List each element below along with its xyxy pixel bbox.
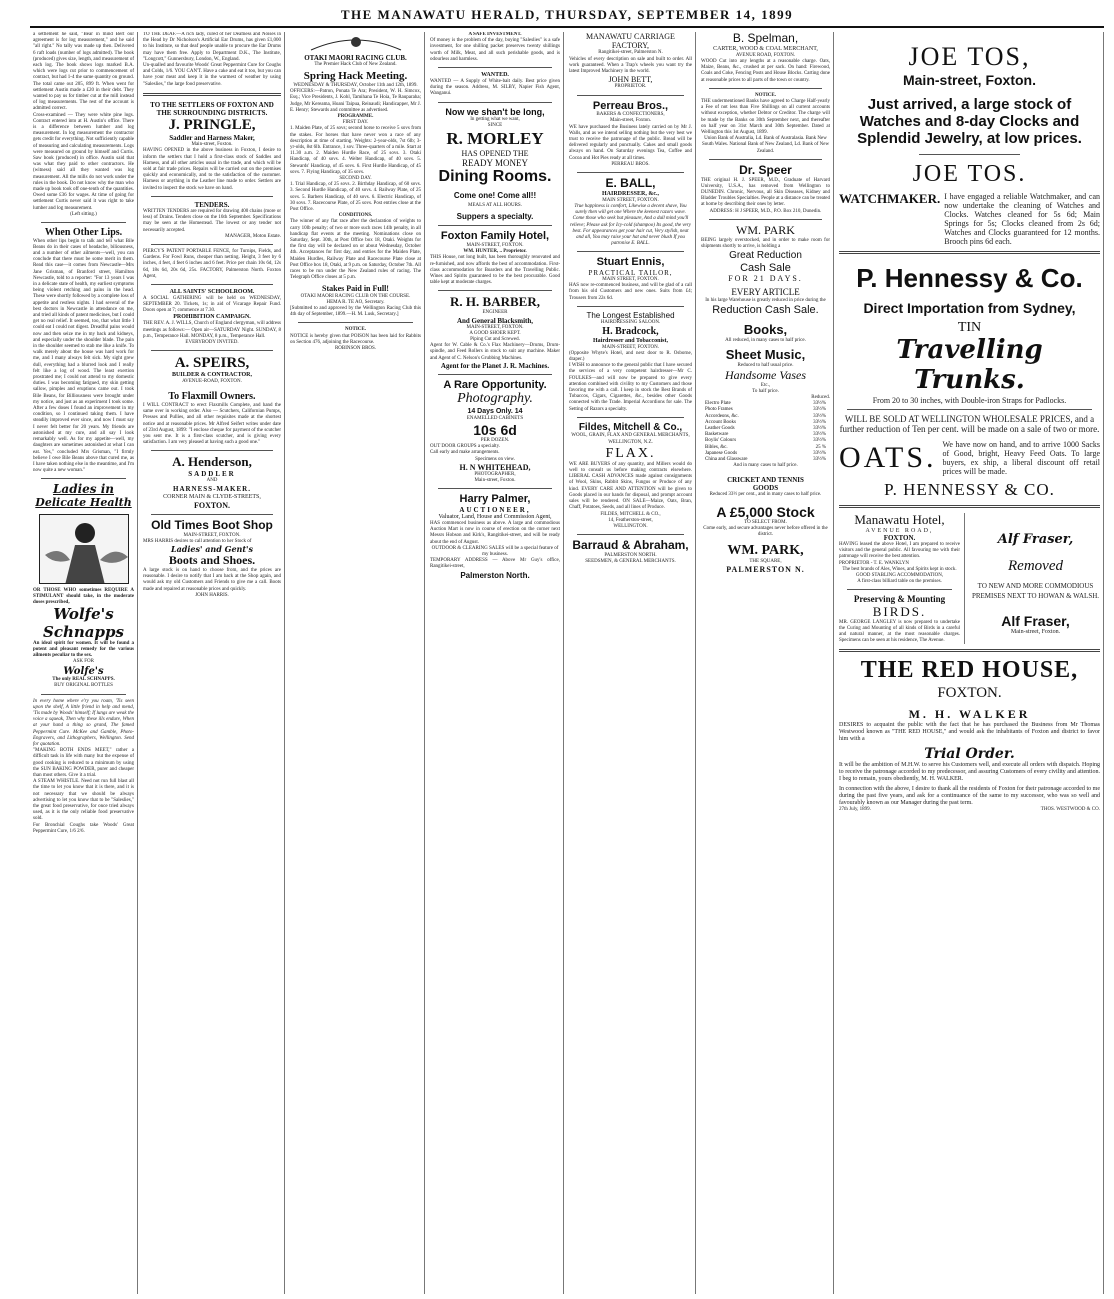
piercy-fence: PIERCY'S PATENT PORTABLE FENCE, for Turnips, Fields, and Gardens. For Fowl Runs, cheaper than netting. Height, 3 feet by 6 inches, 4 feet, 4 feet 6 inches and 6 feet. Price per chain 10s 6d, 12s 6d, 18s 6d, 20s 6d, 25s. FACTORY, Palmerston North. Foxton Agent, — [143, 248, 281, 279]
speer-name: Dr. Speer — [739, 162, 792, 177]
call-early: Call early and make arrangements. — [430, 450, 500, 456]
henderson-name: A. Henderson, — [172, 454, 252, 470]
fraser-name-2: Alf Fraser, — [1001, 612, 1070, 629]
photo-address: Main-street, Foxton. — [474, 478, 516, 484]
morley-name: R. MORLEY — [446, 129, 544, 149]
trial-order: Trial Order. — [924, 746, 1015, 763]
first-day-races: 1. Maiden Plate, of 25 sovs; second horse to receive 5 sovs from the stakes. For horses that have never won a race of any description at time of starting. Weights: 2-year-olds, 7st 6lb; 3-yr-olds, 8st 6lb. Entrance, 1 sov. Three-quarters of a mile. Start at 11.30 a.m. 2. Maiden Hurdle Race, of 25 sovs. 3. Otaki Handicap, of 40 sovs. 4. Welter Handicap, of 40 sovs. 5. Stewards' Handicap, of 45 sovs. 6. First Hurdle Handicap, of 45 sovs. 7. Flying Handicap, of 35 sovs. — [290, 126, 421, 175]
photographer-label: PHOTOGRAPHER, — [474, 471, 516, 477]
tobacconist-label: Hairdresser and Tobacconist, — [593, 337, 668, 344]
hotel-body: HAVING leased the above Hotel, I am prepared to receive visitors and the general public. All favouring me with their patronage will receive the best attention. — [839, 541, 960, 560]
ennis-address: MAIN STREET, FOXTON. — [602, 277, 659, 283]
outdoor-sales: OUTDOOR & CLEARING SALES will be a special feature of my business. — [431, 545, 559, 557]
getting-line: In getting what we want, — [470, 116, 520, 122]
list-item: Bibles, &c. 25 % — [705, 444, 826, 450]
family-hotel: Foxton Family Hotel, — [440, 230, 550, 243]
conditions-body: The winner of any flat race after the declaration of weights to carry 10lb penalty; of two or more such races 14lb penalty, in all handicap flat events at the meeting. Nominations close on Saturday, Sept. 30th, at Post Office box 18, Otaki. Weights for the first day will be declared on or about Wednesday, October 4th. Acceptances for first day, and entries for the Maiden Plate, Maiden Hurdles, Railway Plate and Racecourse Plate close at Post Office box 18, Otaki, at 9 p.m. on Saturday, October 7th. All races to be run under the New Zealand rules of racing. The Telegraph Office closes at 5 p.m. — [290, 219, 421, 281]
racing-emblem — [291, 32, 421, 54]
travelling-trunks: Travelling Trunks. — [896, 335, 1043, 396]
half-price: To half price. — [752, 388, 779, 394]
vehicles-body: Vehicles of every description on sale and built to order. All work guaranteed. When a Trap's wheels you want try the latest Improved Machinery in the world. — [569, 56, 692, 74]
engineer-label: ENGINEER — [482, 310, 508, 316]
auctioneer-label: AUCTIONEER, — [459, 505, 531, 514]
fraser-name: Alf Fraser, — [997, 531, 1074, 547]
masthead: THE MANAWATU HERALD, THURSDAY, SEPTEMBER 14, 1899 — [30, 2, 1104, 28]
column-3 — [287, 32, 425, 1294]
list-item: Boylis' Colours 33½% — [705, 438, 826, 444]
bank-notice-body: THE undermentioned Banks have agreed to Charge Half-yearly a Fee of not less than Five Shillings on all current accounts without exception, whether Debtor or Creditor. The charge will be made by the Banks on 30th September next, and thereafter on half year on 31st March and 30th September. Dated at Wellington this 1st August, 1899. — [701, 99, 830, 136]
enamelled: ENAMELLED CABINETS — [466, 415, 524, 421]
sheet-reduced: Reduced to half usual price. — [737, 362, 794, 368]
bradcock-address: MAIN-STREET, FOXTON. — [602, 344, 659, 350]
piping: Piping Cut and Screwed. — [470, 336, 520, 342]
palmer-body: HAS commenced business as above. A large and commodious Auction Mart is now in course of erection on the corner next Messrs Hobson and Kirk's, Rangitikei-street, and will be ready about the end of August. — [430, 520, 560, 545]
goods-label: GOODS — [752, 483, 779, 492]
court-report-cross: Cross-examined — They were white pine logs. Contract entered into at H. Austin's office. There is a difference between lumber and log measurement. In log measurement the contractor gets credit for everything. Not sufficiently capable of measuring and calculating measurements. Logs were measured on ground by himself and Curtis. Saw book (produced) in office. Austin said that was what they paid to other contractors. He (witness) said all they wanted was log measurement. All the mills do not work under the rules in the book. Do not know why the man who made up book took off one-tenth of the quantities. Owed some £36 for wages. At time of going for settlement Curtis never said it was right to take lumber and log measurement. — [33, 112, 134, 211]
flax-heading: FLAX. — [605, 445, 656, 461]
flaxmill-heading: To Flaxmill Owners. — [168, 391, 256, 403]
speirs-trade: BUILDER & CONTRACTOR, — [171, 372, 253, 379]
bett-proprietor: PROPRIETOR. — [614, 84, 647, 90]
left-sitting: (Left sitting.) — [70, 211, 97, 217]
spelman-body: WOOD Cut into any lengths at a reasonable charge. Oats, Maize, Beans, &c., crushed at per sack. On hand: Firewood, Coals and Coke, Fencing Posts and House Blocks. Carting done at reasonable prices to all parts of the town or country. — [701, 59, 830, 83]
notice-heading: NOTICE. — [345, 327, 366, 333]
dining-rooms: Dining Rooms. — [438, 168, 552, 186]
rangitikei-street: Rangitikei-street, Palmerston N. — [598, 50, 663, 56]
barber-address: MAIN-STREET, FOXTON. — [466, 324, 524, 330]
bank-notice-heading: NOTICE. — [755, 92, 776, 98]
henderson-foxton: FOXTON. — [193, 500, 231, 510]
social-gathering: A SOCIAL GATHERING will be held on WEDNESDAY, SEPTEMBER 20. Tickets, 1s; in aid of Vicarage Repair Fund. Doors open at 7; commence at 7.30. — [143, 295, 281, 314]
wool-merchants: WOOL, GRAIN, FLAX AND GENERAL MERCHANTS, — [571, 433, 690, 439]
manawatu-hotel: Manawatu Hotel, — [854, 511, 945, 527]
barber-name: R. H. BARBER, — [450, 294, 540, 310]
wolfe-intro: OR THOSE WHO sometimes REQUIRE A STIMULANT should take, in the moderate doses prescribed, — [33, 587, 134, 606]
palmerston-n: PALMERSTON N. — [726, 564, 805, 574]
the-square: THE SQUARE, — [749, 558, 782, 564]
cake-notice: Un-qualled and favourite Woods' Great Peppermint Cure for Coughs and Colds, 1/6. YOU CAN'T. Have a cake and eat it too, but you can have your meat and keep it in the warmest of weather by using "Saleslies," the large food preservative. — [143, 63, 281, 87]
billiard-table: A first-class billiard table on the premises. — [857, 579, 942, 585]
tenders-manager: MANAGER, Moton Estate. — [225, 233, 281, 239]
programme-heading: PROGRAMME. — [337, 113, 374, 119]
longest-established: The Longest Established — [586, 310, 675, 320]
suppers: Suppers a specialty. — [456, 212, 534, 222]
oats-body: We have now on hand, and to arrive 1000 Sacks of Good, bright, Heavy Feed Oats. To large buyers, ex ship, a liberal discount off retail prices will be made. — [942, 440, 1100, 477]
speer-body: THE original H. J. SPEER, M.D., Graduate of Harvard University, U.S.A., has removed from Wellington to DUNEDIN. Chronic, Nervous, all Skin Diseases, Kidney and Bladder Troubles Specialties. People at a distance can be treated at home by describing their ones by letter. — [701, 177, 830, 208]
barraud-name: Barraud & Abraham, — [572, 538, 689, 553]
ball-name: E. BALL, — [605, 176, 656, 191]
list-item: China and Glassware 33½% — [705, 457, 826, 463]
prohibition-heading: PROHIBITION CAMPAIGN. — [173, 314, 251, 321]
watchmaker-body: I have engaged a reliable Watchmaker, and can now undertake the cleaning of Watches and Clocks. Watches cleaned for 5s 6d; Main Springs for 5s; Clocks cleaned from 2s 6d; Watches and Clocks guaranteed for 12 months. Brooch pins 6d each. — [944, 192, 1100, 247]
tailor-label: PRACTICAL TAILOR, — [588, 269, 673, 277]
hotel-address: MAIN-STREET, FOXTON. — [466, 242, 524, 248]
cricket-reduced: Reduced 33½ per cent., and in many cases to half price. — [709, 491, 822, 497]
list-item: Account Books 33½% — [705, 419, 826, 425]
preserving-heading: Preserving & Mounting — [853, 594, 946, 605]
list-item: Electro Plate 33½% — [705, 401, 826, 407]
cash-sale: Cash Sale — [740, 261, 791, 274]
perreau-address: Main-street, Foxton. — [610, 118, 651, 124]
column-6 — [698, 32, 834, 1294]
lower-row — [839, 513, 1100, 645]
column-7 — [836, 32, 1104, 1294]
red-house-heading: THE RED HOUSE, — [860, 657, 1079, 684]
spring-hack: Spring Hack Meeting. — [303, 70, 408, 83]
bett-name: JOHN BETT, — [608, 75, 653, 85]
ladies-heading: Ladies in — [52, 482, 114, 497]
speirs-name: A. SPEIRS, — [174, 355, 250, 372]
temporary-address: TEMPORARY ADDRESS — Above Mr Guy's office, Rangitikei-street, — [430, 558, 560, 570]
main-street-foxton: Main-street, Foxton. — [902, 71, 1036, 88]
boot-shop-body: A large stock is on hand to choose from, and the prices are reasonable. I desire to notify that I am back at the Shop again, and would ask my old Customers and Friends to give me a call. Boots made and repaired at reasonable prices and quickly. — [143, 568, 281, 592]
column-2 — [140, 32, 285, 1294]
good-stabling: GOOD STABLING ACCOMMODATION, — [855, 572, 944, 578]
stock-5000: A £5,000 Stock — [716, 503, 815, 520]
meeting-dates: WEDNESDAY & THURSDAY, October 11th and 12th, 1899. — [293, 82, 418, 88]
bronchial-coughs: For Bronchial Coughs take Woods' Great Peppermint Cure, 1/6 2/6. — [33, 822, 134, 834]
column-5 — [566, 32, 696, 1294]
column-4 — [427, 32, 564, 1294]
ladies-gents: Ladies' and Gent's — [170, 544, 254, 555]
hennessy-signature: P. HENNESSY & CO. — [884, 480, 1055, 500]
oats-heading: OATS. — [839, 440, 937, 474]
other-lips-title: When Other Lips. — [44, 227, 123, 239]
hotel-column — [839, 513, 965, 645]
ales-wines: The best brands of Ales, Wines, and Spirits kept in stock. — [842, 566, 957, 572]
since-line: SINCE — [487, 123, 503, 129]
saloon-label: HAIRDRESSING SALOON. — [600, 320, 661, 326]
robinson-signature: ROBINSON BROS. — [334, 346, 377, 351]
reduction-cash-sale: Reduction Cash Sale. — [712, 303, 819, 316]
settlers-heading: TO THE SETTLERS OF FOXTON AND THE SURROUNDING DISTRICTS. — [150, 100, 274, 117]
investment-heading: A SAFE INVESTMENT. — [468, 32, 522, 37]
steam-whistle: A STEAM WHISTLE. Need not run full blast all the time to let you know that it is there, and it is not necessary that we should be always advertising to let you know that to be "Saleslies," the great food preservative, for once tried always used, as it is the only reliable food preservative sold. — [33, 779, 134, 822]
peppermint-poem: In every home where e'ry you roam, 'Tis seen upon the shelf, A little friend in help and mend, 'Tis made by Woods' himself; If lungs are weak the voice a squeak, Then why these ills endure, When at your hand a thing so grand, The famed Peppermint Cure. McKee and Gamble, Photo-Engravers, and Lithographers, Wellington. Send for quotation. — [33, 698, 134, 747]
birds-heading: BIRDS. — [872, 603, 927, 619]
books-heading: Books, — [743, 321, 788, 337]
seedsmen-label: SEEDSMEN, & GENERAL MERCHANTS. — [585, 559, 676, 565]
avenue-road: AVENUE ROAD, — [865, 527, 934, 534]
bradcock-name: H. Bradcock, — [602, 326, 659, 338]
bradcock-opposite: (Opposite Whyte's Hotel, and next door to R. Osborne, draper.) — [569, 350, 692, 363]
shoer: A GOOD SHOER KEPT. — [469, 330, 521, 336]
banks-list: Union Bank of Australia, Ld. Bank of Australasia. Bank New South Wales. National Bank of New Zealand, Ld. Bank of New Zealand. — [701, 136, 830, 154]
tenders-heading: TENDERS. — [194, 200, 230, 209]
per-dozen: PER DOZEN. — [480, 437, 510, 443]
fildes-signature: FILDES, MITCHELL & CO., — [600, 511, 661, 517]
featherston-street: 14, Featherston-street, — [608, 517, 653, 523]
boots-shoes: Boots and Shoes. — [168, 553, 256, 568]
westwood-date: 27th July, 1899. — [839, 807, 871, 813]
officers: OFFICERS:—Patron, Ponata Te Ara; President, W. H. Simcox, Esq.; Vice Presidents, J. Kohl, Tamihana Te Hoia, Te Rauparaha; Judge, Mr Kereama, Hoani Taipua, Reinaudi; Handicapper, Mr J. E. Henry; Stewards and committee as advertised. — [290, 89, 421, 113]
palmerston-north-label: PALMERSTON NORTH. — [604, 552, 657, 558]
hotel-foxton: FOXTON. — [883, 533, 916, 542]
only-real: The only REAL SCHNAPPS. — [52, 677, 115, 683]
ready-money: READY MONEY — [462, 158, 528, 168]
bakers-label: BAKERS & CONFECTIONERS, — [596, 112, 665, 118]
list-item: Accordeons, &c. 33½% — [705, 413, 826, 419]
tenders-body: WRITTEN TENDERS are required for drawing 400 chains (more or less) of Drains. Tenders close on the 16th September. Specifications may be seen at the Homestead. The lowest or any tender not necessarily accepted. — [143, 208, 281, 233]
ennis-body: HAS now re-commenced business, and will be glad of a call from his old Customers and new ones. Suits from £4; Trousers from 22s 6d. — [569, 283, 692, 301]
lady-illustration — [39, 514, 129, 584]
walker-body-2: It will be the ambition of M.H.W. to serve his Customers well, and execute all orders with dispatch. Hoping to receive the patronage accorded to my predecessor, and assuring Customers of every civility and attention. I beg to remain, yours obediently, M. H. WALKER. — [839, 762, 1100, 783]
park-name: WM. PARK — [736, 222, 795, 237]
and-label: AND — [206, 478, 218, 484]
out-door: OUT DOOR GROUPS a specialty. — [430, 444, 500, 450]
list-item: Leather Goods 33½% — [705, 426, 826, 432]
stakes-paid: Stakes Paid in Full! — [322, 284, 389, 294]
speer-address: ADDRESS: H J SPEER, M.D., P.O. Box 210, Dunedin. — [709, 208, 822, 214]
second-day-races: 1. Trial Handicap, of 25 sovs. 2. Birthday Handicap, of 60 sovs. 3. Second Hurdle Handicap, of 40 sovs. 4. Railway Plate, of 25 sovs. 5. Barbers Handicap, of 40 sovs. 6. Electric Handicap, of 30 sovs. 7. Racecourse Plate, of 25 sovs. Post entries close at the Post Office. — [290, 182, 421, 212]
first-day: FIRST DAY. — [342, 120, 369, 126]
delicate-health-heading: Delicate Health — [35, 496, 132, 510]
secretary: HEMA R. TE AO, Secretary. — [326, 299, 385, 305]
prohibition-body: THE REV. A. J. WILLS, Church of England clergyman, will address meetings as follows:— Open air—SATURDAY Night. SUNDAY, 8 p.m., Temperance Hall. MONDAY, 8 p.m., Temperance Hall. — [143, 321, 281, 339]
from-20-30: From 20 to 30 inches, with Double-iron Straps for Padlocks. — [872, 396, 1067, 406]
schnapps-heading: Schnapps — [43, 622, 124, 641]
books-reduced: All reduced, in many cases to half price. — [725, 337, 806, 343]
list-item: Basketware 33½% — [705, 432, 826, 438]
wanklyn-proprietor: PROPRIETOR - T. E. WANKLYN — [839, 560, 909, 566]
red-house-foxton: FOXTON. — [937, 685, 1002, 702]
ball-poem: True happiness is comfort, Likewise a decent shave, You surely then will get one Where the keenest razors wave. Come those who seek but pleasure, And a dull mind you'll relieve; Please ask for Icy-cold (shampoo) Its good, the very best. For appearances get your hair cut, Very stylish, neat and all, You may raise your hat and never blush If you patronise E. BALL. — [570, 203, 691, 247]
photography: Photography. — [457, 391, 533, 407]
hotel-body: THIS House, not long built, has been thoroughly renovated and re-furnished, and now affords the best of accommodation. First-class accommodation for Boarders and the Travelling Public. Wines and Spirits guaranteed to be the best procurable. Good table kept at moderate charges. — [430, 255, 560, 286]
come-one: Come one! Come all!! — [453, 190, 537, 200]
premier-hack: The Premier Hack Club of New Zealand. — [314, 62, 397, 68]
buy-original: BUY ORIGINAL BOTTLES — [54, 683, 113, 689]
ask-for: ASK FOR — [73, 659, 94, 665]
langley-body: MR. GEORGE LANGLEY is now prepared to undertake the Curing and Mounting of all kinds of Birds in a careful and natural manner, at the most reasonable charges. Specimens can be seen at his residence, The Avenue. — [839, 619, 960, 644]
park-name-2: WM. PARK, — [727, 542, 804, 558]
submitted-note: [Submitted to and approved by the Wellington Racing Club this 4th day of September, 1899.—H. M. Lusk, Secretary.] — [290, 305, 421, 318]
meals: MEALS AT ALL HOURS. — [468, 202, 522, 208]
westwood-signature: THOS. WESTWOOD & CO. — [1040, 807, 1100, 813]
court-report: a settlement he said, "Bear in mind Bert our agreement is for log measurement," and he said "all right." No tally was made up then. Delivered 6 raft loads (number of logs admitted). The book (produced) gives size, length, and measurement of each log. The book shows logs marked B.A. which were logs cut prior to commencement of contract, but had 1-4 the same quantity on ground. The total came out 205, 899 ft. When went for settlement Austin made a £20 in their debt. They wanted to pay us for timber cut at the mill instead of log measurements. The rest of the account is admitted correct. — [33, 32, 134, 112]
westwood-body: In connection with the above, I desire to thank all the residents of Foxton for their patronage accorded to me during the past five years, and ask for a continuance of the same to my successor, who was so well and favourably known as our Manager during the past term. — [839, 786, 1100, 807]
wolfe-body: An ideal spirit for women. It will be found a potent and pleasant remedy for the various ailments peculiar to the sex. — [33, 640, 134, 659]
boot-shop-address: MAIN-STREET, FOXTON. — [183, 532, 241, 538]
other-lips-body: When other lips begin to talk and tell what Bile Beans do in their cases of headache, biliousness, and a number of other ailments—well, you can conclude that there must be some merit in them. Read this case—it comes from Newcastle—Mrs Jane Grisman, of Branford street, Hamilton Newcastle, told to a reporter: "For 13 years I was in a delicate state of health, my earliest symptoms being violent retching and pains in the head. These were shortly followed by a complete loss of appetite and restless nights. I had several of the best doctors in Newcastle in attendance on me, and tried all kinds of patent medicines, but I could get no real relief. It seemed, too, that what little I could eat I could not digest. Dreadful pains would now and then seize me in my back and kidneys, and especially under the shoulder blade. The pain in the shoulder seemed to stab me like a knife. To walk merely about the house was hard work for me, and I many always felt sick. My sight grew dull, everything had a blurred look and I really felt like a log of wood. The least exertion prostrated me; I could not attend to my domestic duties. I was becoming fatigued, my skin getting sallow, pimples and eruptions came out. I took Bile Beans, for Billiousness were brought under my notice, and just as an experiment I took some. After a few doses I found an improvement in my condition, so I continued taking them. I have steadily improved ever since, and now I must say I never felt better for 20 years. My friends are astonished at my cure, and all say I look remarkably well. As for my appetite—well, my daughters are sometimes astonished at what I can eat. Yes," concluded Mrs Grisman, "I firmly believe I owe Bile Beans above that cured me, as I have taken nothing else in the meantime, and I'm now quite a new woman." — [33, 238, 134, 474]
fraser-address: Main-street, Foxton. — [1010, 629, 1061, 636]
henderson-corner: CORNER MAIN & CLYDE-STREETS, — [163, 493, 261, 500]
second-day: SECOND DAY. — [339, 175, 372, 181]
flaxmill-body: I WILL CONTRACT to erect Flaxmills Complete, and hand the same over in working order. Also — Scutchers, Californian Pumps, Presses and Pullies, and all other requisites made at the shortest notice and at reasonable prices. Mr Alfred Seifert writes under date of 23rd August, 1899: "I enclose cheque for payment of the scutcher you sent me. It is a first-class scutcher, and is giving every satisfaction. I am very pleased at having such a good one." — [143, 402, 281, 446]
otaki-club: OTAKI MAORI RACING CLUB. — [304, 54, 407, 62]
pringle-address: Main-street, Foxton. — [191, 142, 233, 148]
oats-block — [839, 440, 1100, 476]
wellington-label: WELLINGTON. — [613, 523, 648, 529]
making-ends-meet: "MAKING BOTH ENDS MEET," rather a difficult task in life with many but the expense of good cooking is reduced to a minimum by using the SUN BAKING POWDER, purer and cheaper than most others. Give it a trial. — [33, 748, 134, 779]
harris-signature: JOHN HARRIS. — [195, 592, 229, 598]
select-from: TO SELECT FROM. — [744, 519, 787, 525]
just-arrived: Just arrived, a large stock of Watches and 8-day Clocks and Splendid Jewelry, at low prices. — [857, 95, 1082, 148]
tin-label: TIN — [957, 320, 982, 336]
wanted-heading: WANTED. — [481, 72, 509, 79]
come-early: Come early, and secure advantages never before offered in the district. — [703, 526, 828, 538]
reduction-table — [701, 401, 830, 463]
flax-body: WE ARE BUYERS of any quantity, and Millers would do well to consult us before making contracts elsewhere. LIBERAL CASH ADVANCES made against consignments of Wool, Skins, Rabbit Skins, Fungus or Produce of any kind. EVERY CARE AND ATTENTION will be given to Goods placed in our hands for disposal, and prompt account sales will be rendered. ON SALE—Maize, Oats, Bran, Chaff, Potatoes, Seeds, and all lines of Produce. — [569, 461, 692, 511]
list-item: Japanese Goods 33½% — [705, 450, 826, 456]
joe-tos-heading: JOE TOS, — [908, 42, 1031, 71]
for-21-days: FOR 21 DAYS. — [728, 274, 803, 284]
walker-name: M. H. WALKER — [908, 707, 1031, 722]
poison-notice: NOTICE is hereby given that POISON has been laid for Rabbits on Section 476, adjoining the Racecourse. — [290, 333, 421, 345]
handsome-vases: Handsome Vases — [725, 367, 806, 382]
investment-body: Of money is the problem of the day, buying "Saleslies" is a safe investment, for one shilling packet preserves twenty shillings worth of Milk, Meat, and all such perishable goods, and is odourless and harmless. — [430, 38, 560, 62]
planet-agent: Agent for the Planet J. R. Machines. — [440, 361, 550, 370]
harris-intro: MRS HARRIS desires to call attention to her Stock of — [143, 538, 252, 544]
carter-label: CARTER, WOOD & COAL MERCHANT, — [713, 45, 818, 52]
wholesale-prices: WILL BE SOLD AT WELLINGTON WHOLESALE PRICES, and a further reduction of Ten per cent. will be made on a sale of two or more. — [839, 414, 1100, 435]
boot-shop-heading: Old Times Boot Shop — [151, 517, 273, 532]
palmer-name: Harry Palmer, — [459, 493, 531, 506]
walker-body: DESIRES to acquaint the public with the fact that he has purchased the Business from Mr Thomas Westwood known as "THE RED HOUSE," and would ask the inhabitants of Foxton and district to favor him with a — [839, 722, 1100, 743]
blacksmith-label: And General Blacksmith, — [456, 316, 534, 325]
bradcock-body: I WISH to announce to the general public that I have secured the services of a very competent hairdresser—Mr C. FOULKES—and will now be prepared to give every attention combined with civility to my Customers and those favoring me with a call. I keep in stock the Best Brands of Tobaccos, Cigars, Cigarettes, &c., besides other Goods connected with the Trade. Imperial Accordions for sale. The Setting of Razors a specialty. — [569, 363, 692, 412]
reduced-label: Reduced. — [811, 395, 830, 401]
days-only: 14 Days Only. 14 — [467, 407, 523, 415]
price: 10s 6d — [473, 421, 517, 438]
hairdresser-label: HAIRDRESSER, &c., — [601, 190, 659, 197]
watchmaker-label: WATCHMAKER. — [839, 191, 941, 207]
whitehead-name: H. N WHITEHEAD, — [459, 462, 531, 472]
fraser-column — [971, 513, 1100, 645]
column-1 — [30, 32, 138, 1294]
pringle-body: HAVING OPENED in the above business in Foxton, I desire to inform the settlers that I hold a first-class stock of Saddles and Harness, and all other articles usual in the trade, and which will be sold at fair trade prices. Repairs will be carried out on the premises quickly and economically, and to the satisfaction of the customer. Harness or anything in the Leather line made to order. Settlers are invited to inspect the stock we have on hand. — [143, 148, 281, 191]
direct-importation: Direct Importation from Sydney, — [863, 300, 1076, 317]
ball-address: MAIN STREET, FOXTON. — [602, 197, 659, 203]
joe-tos-2: JOE TOS. — [912, 160, 1027, 187]
specimens: Specimens on view. — [475, 456, 515, 462]
etc-label: Etc., — [760, 382, 771, 388]
wellington-nz: WELLINGTON, N.Z. — [608, 439, 653, 445]
park-body: BEING largely overstocked, and in order to make room for shipments shortly to arrive, is holding a — [701, 237, 830, 249]
pringle-trade: Saddler and Harness Maker, — [169, 134, 255, 143]
conditions-heading: CONDITIONS. — [338, 213, 373, 219]
harness-maker-label: HARNESS-MAKER. — [173, 484, 251, 493]
pringle-name: J. PRINGLE, — [168, 116, 256, 133]
cricket-tennis: CRICKET AND TENNIS — [727, 475, 804, 484]
wolfe-name: Wolfe's — [63, 665, 104, 677]
and-many-cases: And in many cases to half price. — [733, 463, 798, 469]
watchmaker-block — [839, 192, 1100, 246]
spelman-name: B. Spelman, — [732, 32, 799, 45]
perreau-body: WE have purchased the Business lately carried on by Mr J. Walls, and as we intend selling nothing but the very best we trust to receive the patronage of the public. Bread will be delivered regularly and punctually. Cakes and small goods always on hand. On Saturday evenings Tea, Coffee and Cocoa and Hot Pies ready at all times. — [569, 124, 692, 161]
perreau-signature: PERREAU BROS. — [611, 161, 650, 167]
hunter-proprietor: WM. HUNTER, .. Proprietor. — [463, 249, 527, 255]
schoolroom-heading: ALL SAINTS' SCHOOLROOM. — [169, 288, 255, 295]
great-reduction: Great Reduction — [729, 250, 802, 262]
deaf-notice: TO THE DEAF.—A rich lady, cured of her Deafness and Noises in the Head by Dr Nicholson's Artificial Ear Drums, has given £1,000 to his Institute, so that deaf people unable to procure the Ear Drums may have them free. Apply to Department D.K., The Institute, "Longcott," Gunnersbury, London, W., England. — [143, 32, 281, 62]
removed-heading: Removed — [1008, 557, 1063, 574]
carriage-factory: MANAWATU CARRIAGE FACTORY, — [586, 32, 675, 51]
warehouse-text: In his large Warehouse is greatly reduced in price during the — [705, 297, 826, 303]
sheet-music: Sheet Music, — [725, 346, 806, 362]
rare-opportunity: A Rare Opportunity. — [443, 378, 547, 391]
palmerston-north: Palmerston North. — [460, 570, 530, 580]
has-opened: HAS OPENED THE — [461, 148, 529, 158]
new-premises: TO NEW AND MORE COMMODIOUS PREMISES NEXT TO HOWAN & WALSH. — [971, 581, 1100, 600]
fildes-name: Fildes, Mitchell & Co., — [578, 421, 683, 433]
wolfe-heading: Wolfe's — [53, 605, 114, 624]
hennessy-name: P. Hennessy & Co. — [856, 263, 1083, 294]
everybody-invited: EVERYBODY INVITED. — [185, 339, 239, 345]
spelman-address: AVENUE ROAD, FOXTON. — [735, 52, 796, 58]
valuator-label: Valuator, Land, House and Commission Agent, — [438, 514, 552, 520]
saddler-label: SADDLER — [188, 470, 236, 479]
speirs-address: AVENUE-ROAD, FOXTON. — [182, 379, 242, 385]
otaki-course: OTAKI MAORI RACING CLUB ON THE COURSE. — [300, 293, 411, 299]
barber-body: Agent for W. Cable & Co.'s Flax Machinery—Drums, Drum-spindle, and Feed Rollers in stock to suit any machine. Maker and Agent of C. Nelson's Grubbing Machines. — [430, 343, 560, 361]
ennis-name: Stuart Ennis, — [596, 256, 665, 269]
list-item: Photo Frames 33½% — [705, 407, 826, 413]
now-heading: Now we shan't be long, — [445, 106, 545, 117]
perreau-name: Perreau Bros., — [592, 99, 669, 112]
every-article: EVERY ARTICLE — [731, 287, 800, 298]
westwood-footer — [839, 807, 1100, 813]
wanted-body: WANTED — A Supply of White-bait daily. Best price given during the season. Address, M. SILBY, Napier Fish Agent, Wanganui. — [430, 78, 560, 97]
